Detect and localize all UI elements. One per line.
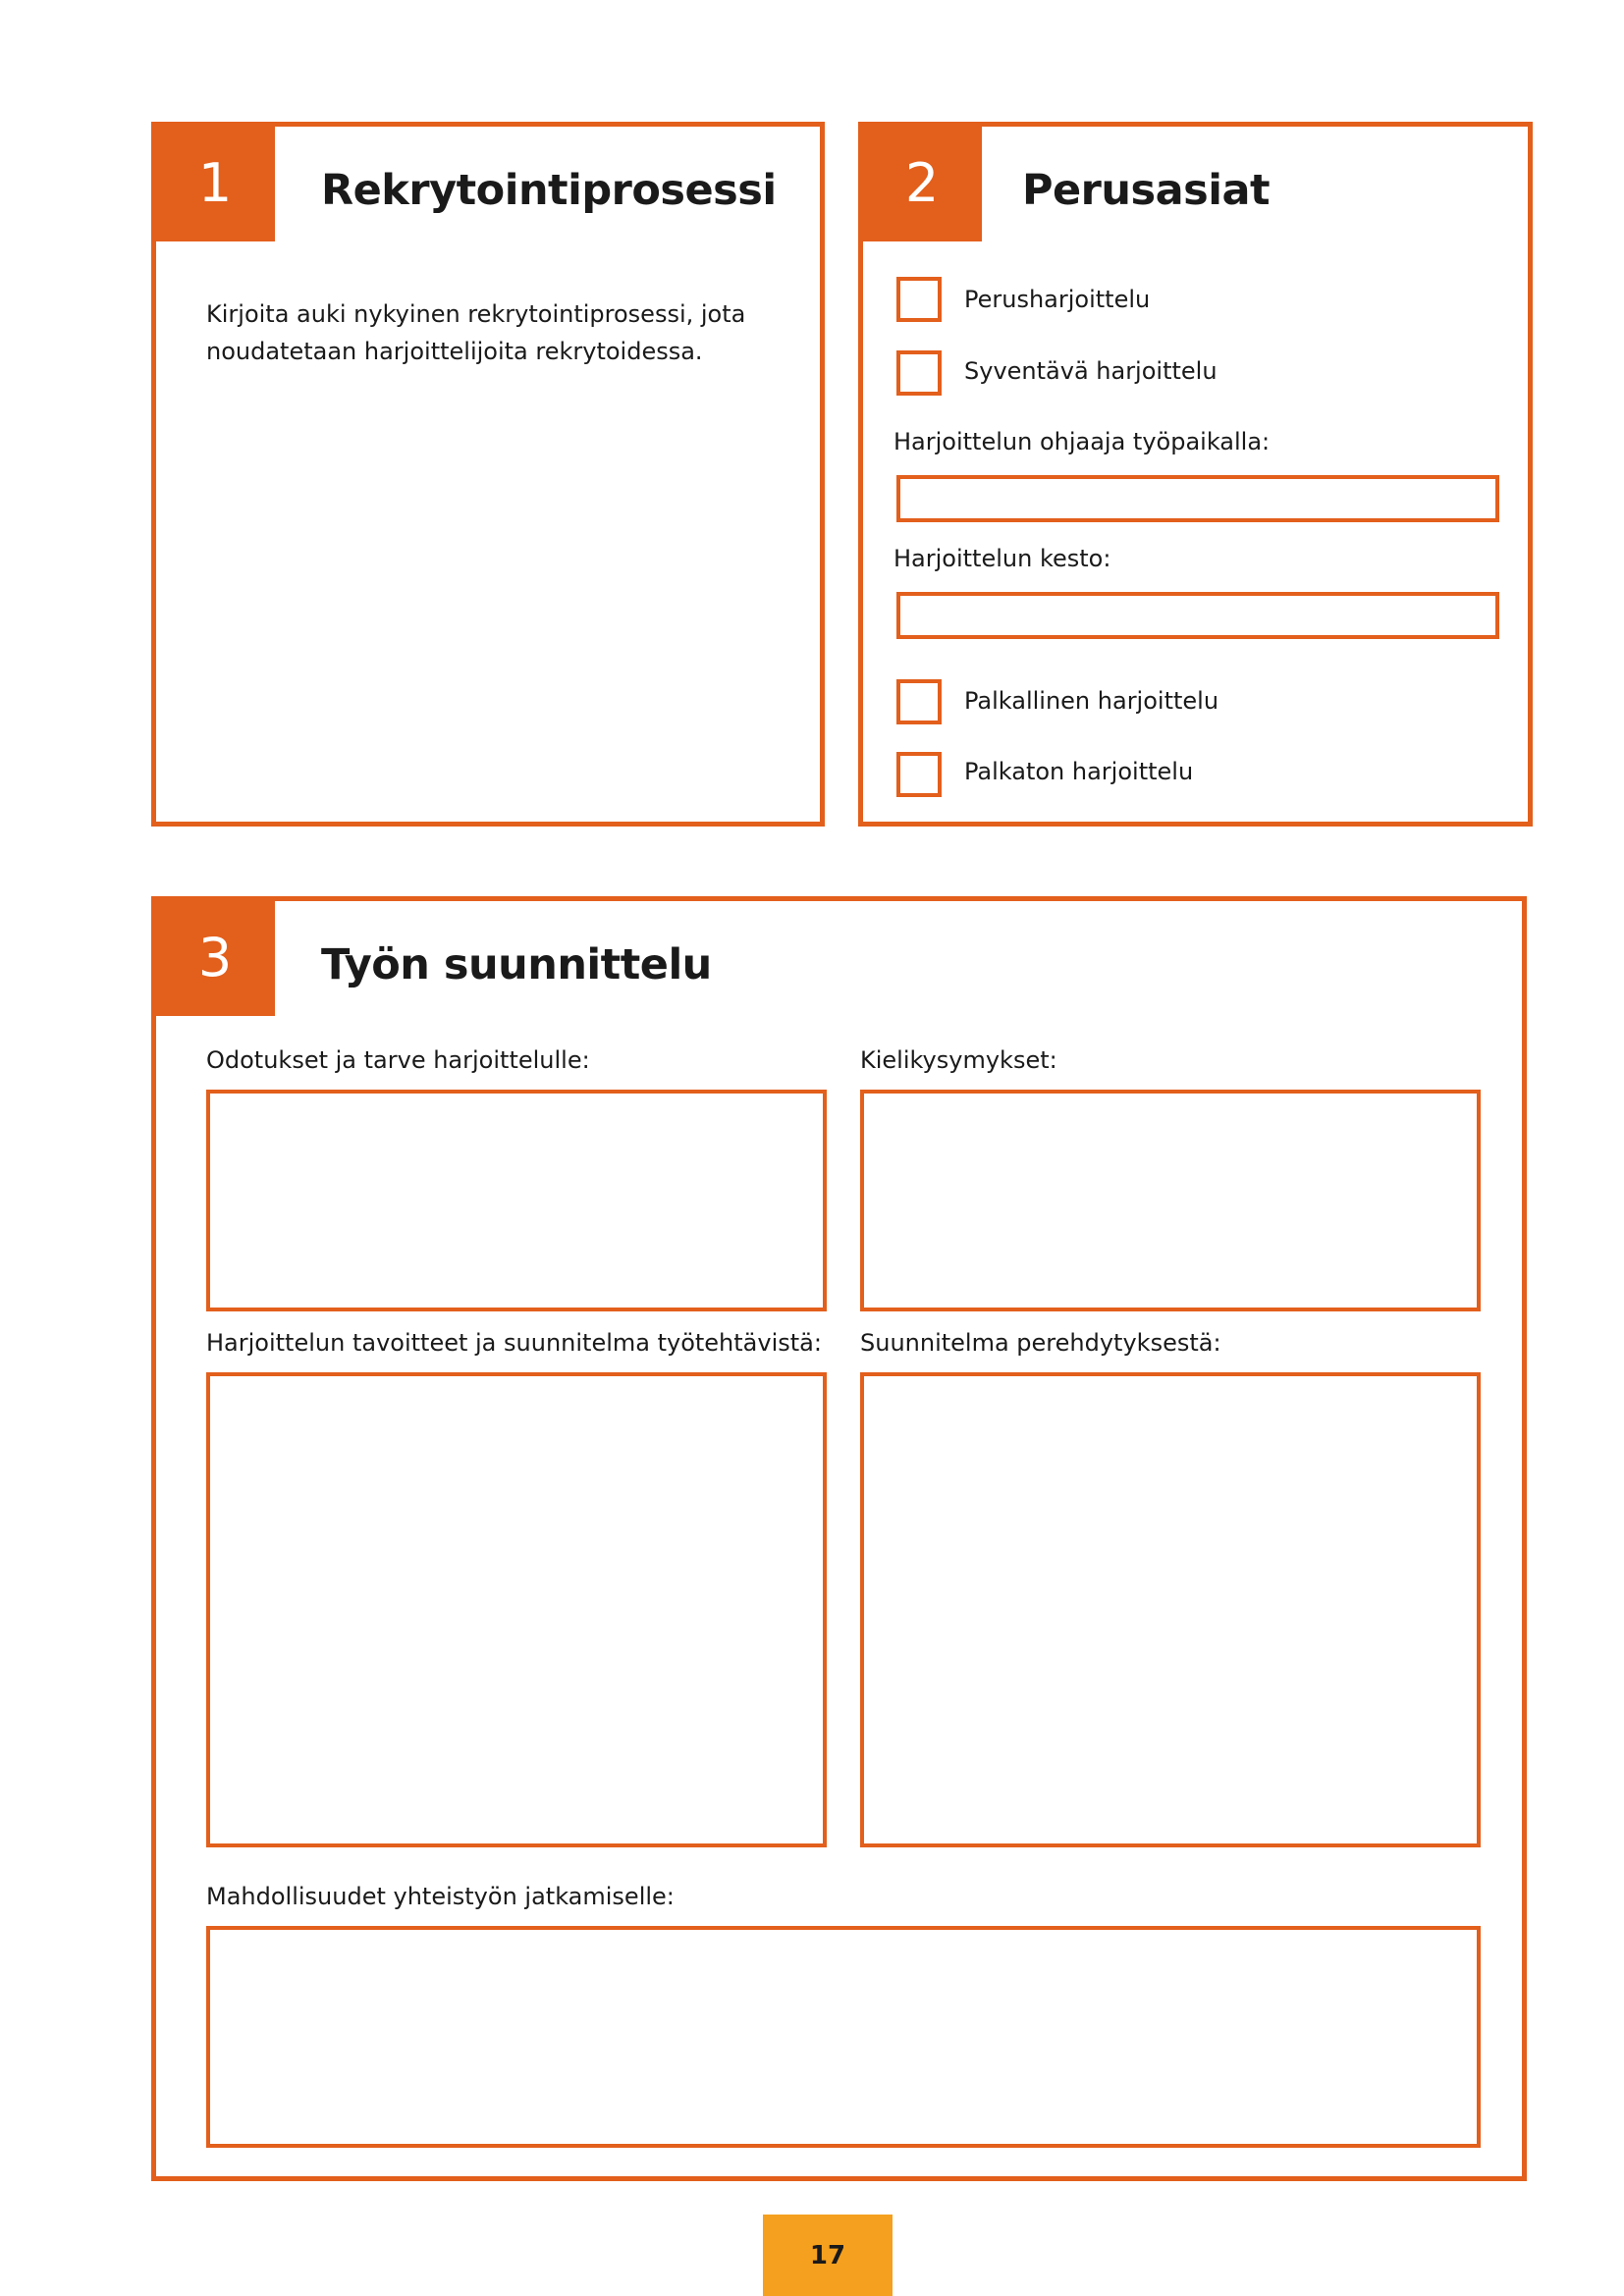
advanced-internship-checkbox[interactable] — [896, 350, 942, 396]
duration-label: Harjoittelun kesto: — [893, 545, 1111, 572]
cooperation-label: Mahdollisuudet yhteistyön jatkamiselle: — [206, 1883, 675, 1910]
language-field[interactable] — [860, 1090, 1481, 1311]
section-number-3: 3 — [155, 900, 275, 1016]
advanced-internship-label: Syventävä harjoittelu — [964, 357, 1218, 385]
recruitment-instruction-line1: Kirjoita auki nykyinen rekrytointiprosessi, jota — [206, 300, 746, 328]
section-basics — [858, 122, 1533, 827]
paid-internship-checkbox[interactable] — [896, 679, 942, 724]
unpaid-internship-label: Palkaton harjoittelu — [964, 758, 1194, 785]
recruitment-instruction-line2: noudatetaan harjoittelijoita rekrytoidessa. — [206, 338, 703, 365]
cooperation-field[interactable] — [206, 1926, 1481, 2148]
supervisor-label: Harjoittelun ohjaaja työpaikalla: — [893, 428, 1271, 455]
section-title-basics: Perusasiat — [1022, 166, 1271, 215]
section-work-planning — [151, 896, 1527, 2181]
expectations-label: Odotukset ja tarve harjoittelulle: — [206, 1046, 590, 1074]
page-number: 17 — [763, 2215, 893, 2296]
section-title-recruitment: Rekrytointiprosessi — [321, 166, 777, 215]
orientation-label: Suunnitelma perehdytyksestä: — [860, 1329, 1221, 1357]
unpaid-internship-checkbox[interactable] — [896, 752, 942, 797]
basic-internship-label: Perusharjoittelu — [964, 286, 1151, 313]
duration-field[interactable] — [896, 592, 1499, 639]
section-number-2: 2 — [862, 126, 982, 241]
goals-label: Harjoittelun tavoitteet ja suunnitelma työtehtävistä: — [206, 1329, 822, 1357]
orientation-field[interactable] — [860, 1372, 1481, 1847]
language-label: Kielikysymykset: — [860, 1046, 1057, 1074]
supervisor-field[interactable] — [896, 475, 1499, 522]
section-recruitment — [151, 122, 825, 827]
goals-field[interactable] — [206, 1372, 827, 1847]
basic-internship-checkbox[interactable] — [896, 277, 942, 322]
paid-internship-label: Palkallinen harjoittelu — [964, 687, 1219, 715]
section-title-work-planning: Työn suunnittelu — [321, 940, 712, 989]
expectations-field[interactable] — [206, 1090, 827, 1311]
section-number-1: 1 — [155, 126, 275, 241]
